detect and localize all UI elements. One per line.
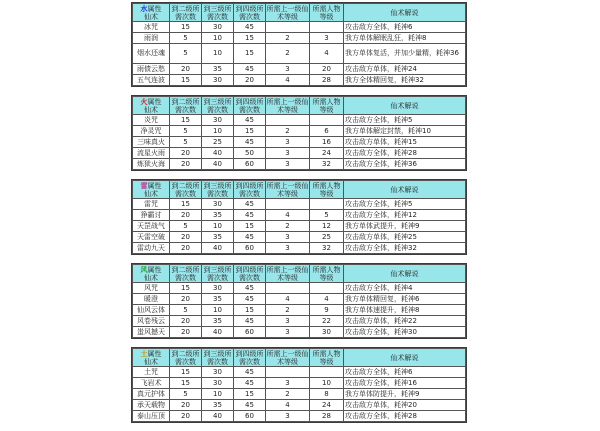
desc-cell: 攻击敌方单体，耗神22 — [344, 316, 466, 327]
lv3-cell: 30 — [202, 283, 234, 294]
table-row — [133, 232, 466, 243]
desc-cell: 攻击敌方单体，耗神25 — [344, 232, 466, 243]
spell-table-0 — [131, 2, 467, 87]
lv2-cell: 5 — [170, 44, 202, 64]
element-name: 雷 — [140, 181, 148, 190]
table-row — [133, 294, 466, 305]
spell-name: 承天载物 — [133, 400, 170, 411]
prev-level-cell: 3 — [266, 411, 310, 422]
table-row — [133, 115, 466, 126]
table-row — [133, 75, 466, 86]
desc-header: 仙术解说 — [344, 265, 466, 283]
lv3-cell: 35 — [202, 316, 234, 327]
lv4-cell: 15 — [234, 221, 266, 232]
spell-tables — [131, 2, 467, 431]
spell-name: 天罡战气 — [133, 221, 170, 232]
desc-cell: 我方单体复活，并加少量精，耗神36 — [344, 44, 466, 64]
spell-table-grid — [132, 3, 466, 86]
spell-name: 天雷空破 — [133, 232, 170, 243]
desc-cell: 攻击敌方全体，耗神36 — [344, 159, 466, 170]
char-level-cell: 10 — [310, 378, 344, 389]
char-level-header: 所需人物等级 — [310, 97, 344, 115]
prev-level-cell: 4 — [266, 75, 310, 86]
lv4-cell: 45 — [234, 210, 266, 221]
lv2-header: 到二级所需次数 — [171, 181, 200, 198]
table-header-row — [133, 181, 466, 199]
desc-cell: 我方单体精回复，耗神6 — [344, 294, 466, 305]
char-level-cell: 25 — [310, 232, 344, 243]
lv2-cell: 20 — [170, 411, 202, 422]
table-row — [133, 33, 466, 44]
spell-name: 狰霸讨 — [133, 210, 170, 221]
lv2-header: 到二级所需次数 — [171, 349, 200, 366]
table-row — [133, 159, 466, 170]
lv2-header: 到二级所需次数 — [171, 4, 200, 21]
desc-cell: 攻击敌方全体，耗神6 — [344, 367, 466, 378]
lv2-cell: 5 — [170, 305, 202, 316]
table-row — [133, 199, 466, 210]
spell-name: 炼狱火海 — [133, 159, 170, 170]
prev-level-cell: 2 — [266, 389, 310, 400]
attr-header — [133, 97, 170, 115]
char-level-cell: 20 — [310, 64, 344, 75]
table-row — [133, 389, 466, 400]
lv3-header: 到三级所需次数 — [203, 97, 232, 114]
spell-name: 风咒 — [133, 283, 170, 294]
lv4-cell: 45 — [234, 283, 266, 294]
table-row — [133, 400, 466, 411]
spell-name: 三味真火 — [133, 137, 170, 148]
prev-level-cell: 3 — [266, 137, 310, 148]
lv3-header: 到三级所需次数 — [203, 4, 232, 21]
desc-header: 仙术解说 — [344, 97, 466, 115]
desc-cell: 我方单体武提升，耗神9 — [344, 221, 466, 232]
lv4-header: 到四级所需次数 — [235, 349, 264, 366]
lv2-cell: 15 — [170, 283, 202, 294]
lv4-cell: 45 — [234, 199, 266, 210]
char-level-cell: 4 — [310, 44, 344, 64]
spell-name: 冰咒 — [133, 22, 170, 33]
lv2-cell: 5 — [170, 221, 202, 232]
prev-level-cell: 2 — [266, 221, 310, 232]
prev-level-cell: 2 — [266, 33, 310, 44]
lv4-cell: 20 — [234, 75, 266, 86]
desc-header: 仙术解说 — [344, 181, 466, 199]
spell-name: 炎咒 — [133, 115, 170, 126]
table-row — [133, 367, 466, 378]
spell-table-grid — [132, 180, 466, 254]
char-level-cell — [310, 199, 344, 210]
desc-cell: 攻击敌方全体，耗神12 — [344, 210, 466, 221]
lv3-cell: 40 — [202, 411, 234, 422]
attr-suffix: 属性 — [147, 97, 162, 106]
spell-name: 雨润 — [133, 33, 170, 44]
lv3-cell: 35 — [202, 210, 234, 221]
lv3-cell: 10 — [202, 221, 234, 232]
desc-cell: 攻击敌方全体，耗神28 — [344, 411, 466, 422]
lv2-cell: 20 — [170, 316, 202, 327]
table-row — [133, 44, 466, 64]
lv4-cell: 45 — [234, 232, 266, 243]
spell-name: 雷咒 — [133, 199, 170, 210]
char-level-header: 所需人物等级 — [310, 4, 344, 22]
lv3-cell: 30 — [202, 22, 234, 33]
lv4-cell: 50 — [234, 148, 266, 159]
attr-suffix: 属性 — [147, 4, 162, 13]
desc-cell: 攻击敌方全体，耗神4 — [344, 283, 466, 294]
table-row — [133, 22, 466, 33]
prev-level-cell: 2 — [266, 44, 310, 64]
char-level-cell: 5 — [310, 210, 344, 221]
lv4-header: 到四级所需次数 — [235, 265, 264, 282]
table-row — [133, 64, 466, 75]
desc-header: 仙术解说 — [344, 349, 466, 367]
spell-table-1 — [131, 95, 467, 171]
char-level-cell: 24 — [310, 148, 344, 159]
prev-level-header: 所需上一级仙术等级 — [266, 4, 309, 21]
spell-name: 暖澄 — [133, 294, 170, 305]
prev-level-cell: 2 — [266, 126, 310, 137]
lv3-cell: 25 — [202, 137, 234, 148]
desc-cell: 攻击敌方单体，耗神15 — [344, 137, 466, 148]
table-row — [133, 221, 466, 232]
spell-name: 土咒 — [133, 367, 170, 378]
prev-level-header: 所需上一级仙术等级 — [266, 265, 309, 282]
lv2-cell: 5 — [170, 389, 202, 400]
lv3-header: 到三级所需次数 — [203, 181, 232, 198]
desc-header: 仙术解说 — [344, 4, 466, 22]
lv2-cell: 20 — [170, 294, 202, 305]
table-row — [133, 283, 466, 294]
desc-cell: 攻击敌方单体，耗神20 — [344, 400, 466, 411]
table-row — [133, 210, 466, 221]
lv4-cell: 60 — [234, 159, 266, 170]
char-level-cell — [310, 22, 344, 33]
table-row — [133, 411, 466, 422]
lv2-cell: 20 — [170, 243, 202, 254]
lv3-cell: 30 — [202, 75, 234, 86]
table-row — [133, 148, 466, 159]
prev-level-header: 所需上一级仙术等级 — [266, 349, 309, 366]
spell-table-grid — [132, 96, 466, 170]
char-level-cell: 16 — [310, 137, 344, 148]
prev-level-cell: 3 — [266, 316, 310, 327]
prev-level-cell: 3 — [266, 378, 310, 389]
lv3-cell: 30 — [202, 378, 234, 389]
desc-cell: 攻击敌方全体，耗神5 — [344, 115, 466, 126]
attr-line2: 仙术 — [144, 105, 158, 114]
lv2-cell: 15 — [170, 75, 202, 86]
attr-suffix: 属性 — [147, 349, 162, 358]
lv4-cell: 15 — [234, 126, 266, 137]
prev-level-cell: 3 — [266, 243, 310, 254]
lv2-cell: 15 — [170, 367, 202, 378]
char-level-cell — [310, 115, 344, 126]
prev-level-cell — [266, 283, 310, 294]
lv4-cell: 15 — [234, 305, 266, 316]
lv3-cell: 30 — [202, 199, 234, 210]
lv4-cell: 45 — [234, 316, 266, 327]
attr-header — [133, 181, 170, 199]
lv4-cell: 45 — [234, 22, 266, 33]
element-name: 风 — [140, 265, 148, 274]
spell-table-2 — [131, 179, 467, 255]
lv4-cell: 45 — [234, 400, 266, 411]
lv3-cell: 10 — [202, 389, 234, 400]
prev-level-cell: 2 — [266, 305, 310, 316]
prev-level-cell: 3 — [266, 232, 310, 243]
spell-name: 雷动九天 — [133, 243, 170, 254]
lv2-cell: 15 — [170, 22, 202, 33]
lv3-cell: 10 — [202, 305, 234, 316]
lv2-cell: 5 — [170, 126, 202, 137]
lv4-cell: 15 — [234, 44, 266, 64]
lv3-header: 到三级所需次数 — [203, 349, 232, 366]
lv3-cell: 40 — [202, 148, 234, 159]
lv2-header: 到二级所需次数 — [171, 97, 200, 114]
lv4-cell: 60 — [234, 327, 266, 338]
prev-level-cell — [266, 22, 310, 33]
lv3-cell: 30 — [202, 367, 234, 378]
desc-cell: 攻击敌方全体，耗神28 — [344, 148, 466, 159]
desc-cell: 攻击敌方单体，耗神24 — [344, 64, 466, 75]
lv4-cell: 45 — [234, 64, 266, 75]
desc-cell: 攻击敌方全体，耗神5 — [344, 199, 466, 210]
lv2-cell: 20 — [170, 400, 202, 411]
desc-cell: 攻击敌方全体，耗神16 — [344, 378, 466, 389]
attr-suffix: 属性 — [147, 181, 162, 190]
lv2-cell: 15 — [170, 199, 202, 210]
lv3-header: 到三级所需次数 — [203, 265, 232, 282]
lv4-header: 到四级所需次数 — [235, 97, 264, 114]
table-header-row — [133, 97, 466, 115]
lv4-cell: 45 — [234, 294, 266, 305]
lv2-cell: 20 — [170, 148, 202, 159]
lv3-cell: 10 — [202, 44, 234, 64]
prev-level-cell — [266, 367, 310, 378]
lv4-cell: 45 — [234, 137, 266, 148]
lv3-cell: 10 — [202, 33, 234, 44]
spell-name: 蚩风撼天 — [133, 327, 170, 338]
desc-cell: 我方全体精回复，耗神32 — [344, 75, 466, 86]
lv3-cell: 40 — [202, 159, 234, 170]
prev-level-cell: 4 — [266, 210, 310, 221]
lv4-cell: 60 — [234, 411, 266, 422]
char-level-header: 所需人物等级 — [310, 181, 344, 199]
spell-name: 飞岩术 — [133, 378, 170, 389]
lv2-cell: 15 — [170, 115, 202, 126]
attr-line2: 仙术 — [144, 357, 158, 366]
lv3-cell: 35 — [202, 232, 234, 243]
lv3-cell: 40 — [202, 327, 234, 338]
table-header-row — [133, 4, 466, 22]
prev-level-header: 所需上一级仙术等级 — [266, 181, 309, 198]
prev-level-header: 所需上一级仙术等级 — [266, 97, 309, 114]
spell-name: 真元护体 — [133, 389, 170, 400]
table-row — [133, 126, 466, 137]
table-header-row — [133, 349, 466, 367]
table-row — [133, 327, 466, 338]
attr-header — [133, 349, 170, 367]
prev-level-cell — [266, 199, 310, 210]
attr-header — [133, 265, 170, 283]
lv3-cell: 35 — [202, 400, 234, 411]
lv4-cell: 45 — [234, 115, 266, 126]
char-level-cell: 4 — [310, 294, 344, 305]
lv2-cell: 20 — [170, 327, 202, 338]
char-level-header: 所需人物等级 — [310, 265, 344, 283]
attr-suffix: 属性 — [147, 265, 162, 274]
table-row — [133, 305, 466, 316]
spell-table-grid — [132, 348, 466, 422]
lv2-cell: 5 — [170, 33, 202, 44]
lv4-cell: 60 — [234, 243, 266, 254]
prev-level-cell: 4 — [266, 294, 310, 305]
spell-name: 风卷残云 — [133, 316, 170, 327]
char-level-cell — [310, 283, 344, 294]
element-name: 水 — [140, 4, 148, 13]
lv4-header: 到四级所需次数 — [235, 4, 264, 21]
attr-line2: 仙术 — [144, 273, 158, 282]
lv3-cell: 35 — [202, 294, 234, 305]
spell-name: 雨债云愁 — [133, 64, 170, 75]
lv4-cell: 15 — [234, 33, 266, 44]
prev-level-cell: 4 — [266, 400, 310, 411]
lv3-cell: 40 — [202, 243, 234, 254]
spell-name: 仙风云体 — [133, 305, 170, 316]
char-level-header: 所需人物等级 — [310, 349, 344, 367]
spell-name: 泰山压顶 — [133, 411, 170, 422]
prev-level-cell: 3 — [266, 327, 310, 338]
prev-level-cell: 3 — [266, 159, 310, 170]
lv2-cell: 15 — [170, 378, 202, 389]
lv2-cell: 20 — [170, 64, 202, 75]
char-level-cell: 32 — [310, 159, 344, 170]
lv4-header: 到四级所需次数 — [235, 181, 264, 198]
char-level-cell: 9 — [310, 305, 344, 316]
lv2-cell: 20 — [170, 210, 202, 221]
spell-name: 烟水还魂 — [133, 44, 170, 64]
lv2-header: 到二级所需次数 — [171, 265, 200, 282]
table-row — [133, 316, 466, 327]
attr-line2: 仙术 — [144, 189, 158, 198]
lv4-cell: 15 — [234, 389, 266, 400]
char-level-cell: 3 — [310, 33, 344, 44]
char-level-cell: 22 — [310, 316, 344, 327]
spell-table-grid — [132, 264, 466, 338]
char-level-cell: 30 — [310, 327, 344, 338]
spell-name: 五气连波 — [133, 75, 170, 86]
desc-cell: 攻击敌方全体，耗神30 — [344, 327, 466, 338]
spell-table-3 — [131, 263, 467, 339]
desc-cell: 我方单体解眠乱狂，耗神8 — [344, 33, 466, 44]
lv3-cell: 35 — [202, 64, 234, 75]
desc-cell: 攻击敌方全体，耗神32 — [344, 243, 466, 254]
desc-cell: 攻击敌方全体，耗神6 — [344, 22, 466, 33]
attr-header — [133, 4, 170, 22]
char-level-cell: 24 — [310, 400, 344, 411]
lv2-cell: 20 — [170, 232, 202, 243]
element-name: 土 — [140, 349, 148, 358]
table-row — [133, 137, 466, 148]
spell-name: 净灵咒 — [133, 126, 170, 137]
char-level-cell: 12 — [310, 221, 344, 232]
char-level-cell: 8 — [310, 389, 344, 400]
char-level-cell: 32 — [310, 243, 344, 254]
char-level-cell — [310, 367, 344, 378]
prev-level-cell: 3 — [266, 148, 310, 159]
table-header-row — [133, 265, 466, 283]
prev-level-cell: 3 — [266, 64, 310, 75]
spell-table-4 — [131, 347, 467, 423]
table-row — [133, 243, 466, 254]
char-level-cell: 28 — [310, 75, 344, 86]
char-level-cell: 6 — [310, 126, 344, 137]
desc-cell: 我方单体解定封禁，耗神10 — [344, 126, 466, 137]
lv2-cell: 20 — [170, 159, 202, 170]
lv4-cell: 45 — [234, 378, 266, 389]
lv2-cell: 5 — [170, 137, 202, 148]
spell-name: 流星火雨 — [133, 148, 170, 159]
table-row — [133, 378, 466, 389]
lv3-cell: 10 — [202, 126, 234, 137]
prev-level-cell — [266, 115, 310, 126]
desc-cell: 我方单体速提升，耗神8 — [344, 305, 466, 316]
attr-line2: 仙术 — [144, 12, 158, 21]
lv4-cell: 45 — [234, 367, 266, 378]
desc-cell: 我方单体防提升，耗神9 — [344, 389, 466, 400]
char-level-cell: 28 — [310, 411, 344, 422]
element-name: 火 — [140, 97, 148, 106]
lv3-cell: 30 — [202, 115, 234, 126]
